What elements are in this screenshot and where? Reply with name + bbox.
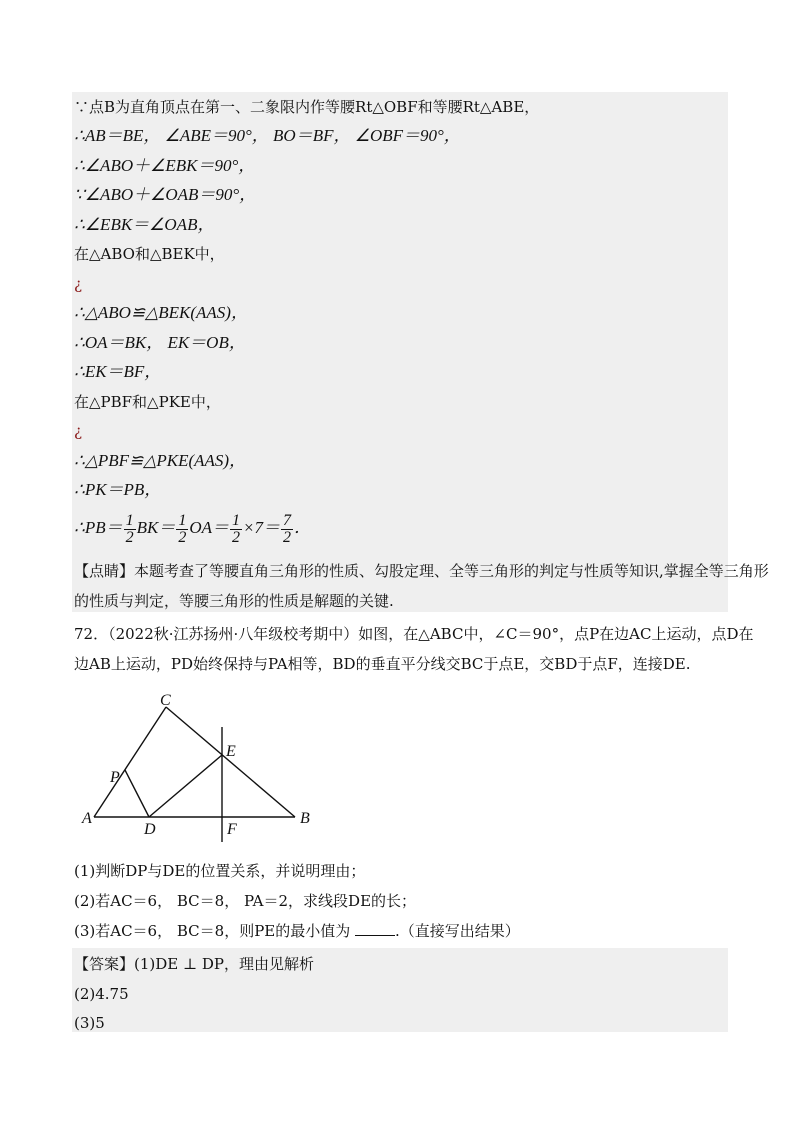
eq-part-5: ． bbox=[293, 518, 311, 537]
eq-part-3: OA＝ bbox=[189, 518, 229, 537]
solution-line-3: ∴∠ABO＋∠EBK＝90°， bbox=[74, 156, 256, 175]
frac-num: 1 bbox=[232, 511, 240, 529]
question-part-3 bbox=[74, 922, 520, 940]
fraction-half-1 bbox=[124, 513, 136, 546]
answer-line-2: (2)4.75 bbox=[74, 985, 129, 1003]
triangle-figure bbox=[80, 690, 330, 850]
solution-line-8: ∴△ABO≌△BEK(AAS)， bbox=[74, 303, 248, 322]
label-P: P bbox=[110, 769, 120, 786]
answer-line-3: (3)5 bbox=[74, 1014, 105, 1032]
label-B: B bbox=[300, 810, 310, 827]
frac-num: 1 bbox=[125, 511, 134, 529]
question-stem-2: 边AB上运动，PD始终保持与PA相等，BD的垂直平分线交BC于点E，交BD于点F，连接DE. bbox=[74, 655, 691, 673]
frac-den: 2 bbox=[125, 528, 134, 546]
eq-part-4: ×7＝ bbox=[243, 518, 280, 537]
label-C: C bbox=[160, 692, 171, 709]
solution-line-7: ¿ bbox=[74, 275, 83, 293]
fraction-half-3 bbox=[230, 513, 242, 546]
solution-line-14: ∴PK＝PB， bbox=[74, 480, 162, 499]
solution-line-6: 在△ABO和△BEK中， bbox=[74, 245, 225, 263]
solution-line-13: ∴△PBF≌△PKE(AAS)， bbox=[74, 451, 247, 470]
question-part-3-text: (3)若AC＝6， BC＝8，则PE的最小值为 bbox=[74, 922, 351, 940]
question-part-3-tail: .（直接写出结果） bbox=[395, 922, 520, 940]
frac-den: 2 bbox=[178, 528, 187, 546]
segment-DE bbox=[149, 755, 222, 817]
frac-den: 2 bbox=[282, 528, 291, 546]
fraction-seven-halves bbox=[281, 513, 293, 546]
frac-num: 7 bbox=[282, 511, 291, 529]
solution-line-9: ∴OA＝BK， EK＝OB， bbox=[74, 333, 246, 352]
solution-line-12: ¿ bbox=[74, 422, 83, 440]
question-part-1: (1)判断DP与DE的位置关系，并说明理由； bbox=[74, 862, 366, 880]
comment-line-2: 的性质与判定，等腰三角形的性质是解题的关键. bbox=[74, 592, 394, 610]
question-stem-1: 72．（2022秋·江苏扬州·八年级校考期中）如图，在△ABC中，∠C＝90°，点P在边AC上运动，点D在 bbox=[74, 625, 754, 643]
fraction-half-2 bbox=[176, 513, 188, 546]
eq-part-1: ∴PB＝ bbox=[74, 518, 123, 537]
solution-line-11: 在△PBF和△PKE中， bbox=[74, 393, 221, 411]
label-F: F bbox=[227, 821, 237, 838]
solution-line-5: ∴∠EBK＝∠OAB， bbox=[74, 215, 215, 234]
label-D: D bbox=[144, 821, 156, 838]
question-part-2: (2)若AC＝6， BC＝8， PA＝2，求线段DE的长； bbox=[74, 892, 417, 910]
segment-AC bbox=[94, 707, 166, 817]
label-A: A bbox=[82, 810, 92, 827]
solution-line-1: ∵点B为直角顶点在第一、二象限内作等腰Rt△OBF和等腰Rt△ABE， bbox=[74, 98, 540, 116]
answer-blank bbox=[355, 923, 395, 936]
answer-line-1: 【答案】(1)DE ⊥ DP，理由见解析 bbox=[74, 955, 314, 973]
comment-line-1: 【点睛】本题考查了等腰直角三角形的性质、勾股定理、全等三角形的判定与性质等知识,掌握全等三角形 bbox=[74, 562, 769, 580]
solution-line-10: ∴EK＝BF， bbox=[74, 362, 162, 381]
segment-CB bbox=[166, 707, 295, 817]
solution-line-2: ∴AB＝BE， ∠ABE＝90°， BO＝BF， ∠OBF＝90°， bbox=[74, 126, 461, 145]
eq-part-2: BK＝ bbox=[136, 518, 176, 537]
segment-PD bbox=[125, 770, 149, 817]
frac-num: 1 bbox=[178, 511, 187, 529]
solution-line-15 bbox=[74, 511, 311, 546]
label-E: E bbox=[226, 743, 236, 760]
frac-den: 2 bbox=[232, 528, 240, 546]
solution-line-4: ∵∠ABO＋∠OAB＝90°， bbox=[74, 185, 257, 204]
